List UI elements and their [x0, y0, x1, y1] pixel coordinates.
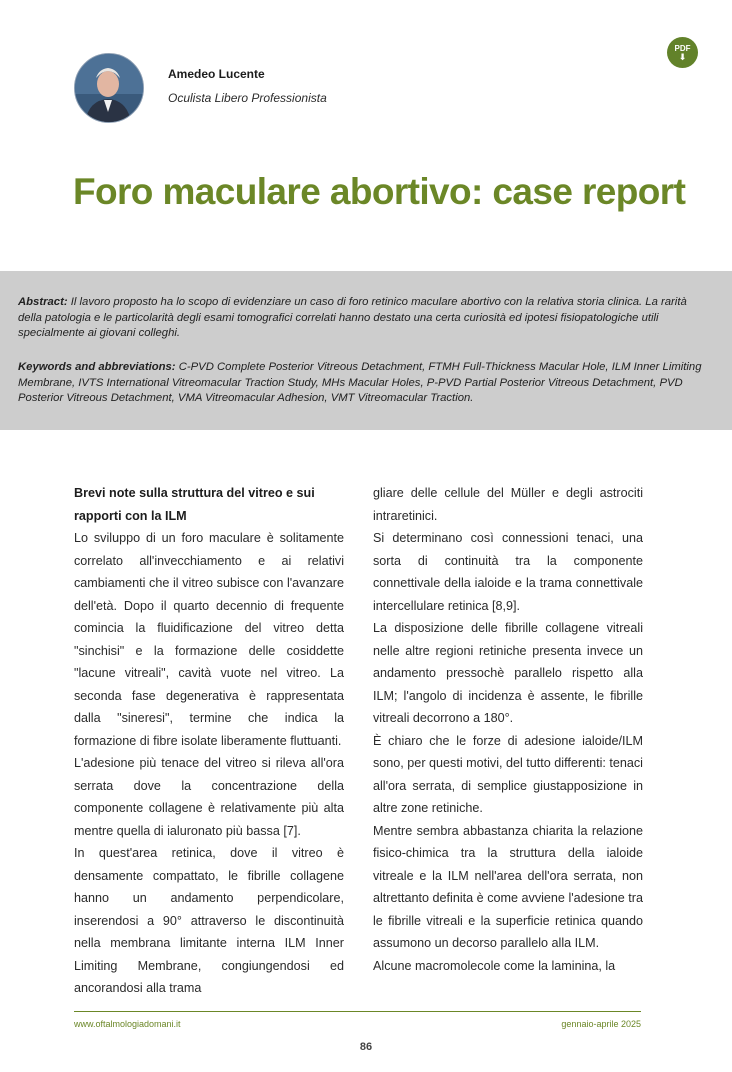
pdf-label: PDF: [674, 43, 691, 53]
body-paragraph: gliare delle cellule del Müller e degli astrociti intraretinici.: [373, 486, 643, 523]
pdf-download-button[interactable]: [667, 37, 698, 68]
body-paragraph: Si determinano così connessioni tenaci, una sorta di continuità tra la componente connettivale della ialoide e la trama connettivale intercellulare retinica [8,9].: [373, 531, 643, 613]
right-column: [373, 482, 643, 977]
body-paragraph: L'adesione più tenace del vitreo si rileva all'ora serrata dove la concentrazione della componente collagene è relativamente più alta mentre quella di ialuronato più bassa [7].: [74, 756, 344, 838]
body-paragraph: Lo sviluppo di un foro maculare è solitamente correlato all'invecchiamento e ai relativi cambiamenti che il vitreo subisce con l'avanzare dell'età. Dopo il quarto decennio di frequente comincia la fluidificazione del vitreo detta "sinchisi" e la formazione delle cosiddette "lacune vitreali", cavità vuote nel vitreo. La seconda fase degenerativa è rappresentata dalla "sineresi", termine che indica la formazione di fibre isolate liberamente fluttuanti.: [74, 531, 344, 748]
download-arrow-icon: ⬇: [678, 51, 687, 62]
page-number: 86: [359, 1041, 373, 1053]
abstract-label: Abstract:: [18, 296, 68, 308]
body-paragraph: Alcune macromolecole come la laminina, la: [373, 958, 616, 973]
keywords-label: Keywords and abbreviations:: [18, 361, 176, 373]
body-paragraph: È chiaro che le forze di adesione ialoide/ILM sono, per questi motivi, del tutto differenti: tenaci all'ora serrata, di semplice giustapposizione in altre zone retiniche.: [373, 733, 643, 815]
author-role: Oculista Libero Professionista: [168, 91, 327, 105]
issue-date: gennaio-aprile 2025: [561, 1019, 641, 1029]
abstract-paragraph: [18, 295, 708, 342]
article-title: Foro maculare abortivo: case report: [73, 171, 686, 212]
author-portrait-icon: [75, 54, 143, 122]
abstract-text: Il lavoro proposto ha lo scopo di evidenziare un caso di foro retinico maculare abortivo con la relativa storia clinica. La rarità della patologia e le particolarità degli esami tomografici correlati hanno destato una certa curiosità ed ipotesi fisiopatologiche utili specialmente ai giovani colleghi.: [18, 296, 687, 339]
section-heading: Brevi note sulla struttura del vitreo e sui rapporti con la ILM: [74, 486, 315, 523]
body-paragraph: Mentre sembra abbastanza chiarita la relazione fisico-chimica tra la struttura della ialoide vitreale e la ILM nell'area dell'ora serrata, non altrettanto definita è come avviene l'adesione tra le fibrille vitreali e la superficie retinica quando assumono un decorso parallelo alla ILM.: [373, 823, 643, 950]
journal-website-link[interactable]: www.oftalmologiadomani.it: [74, 1019, 181, 1029]
body-paragraph: La disposizione delle fibrille collagene vitreali nelle altre regioni retiniche presenta invece un andamento pressochè parallelo rispetto alla ILM; l'angolo di incidenza è assente, le fibrille vitreali decorrono a 180°.: [373, 621, 643, 725]
author-name: Amedeo Lucente: [168, 67, 265, 81]
footer-divider: [74, 1011, 641, 1012]
keywords-paragraph: [18, 360, 708, 407]
left-column: [74, 482, 344, 1000]
body-paragraph: In quest'area retinica, dove il vitreo è densamente compattato, le fibrille collagene hanno un andamento perpendicolare, inserendosi a 90° attraverso le discontinuità nella membrana limitante interna ILM Inner Limiting Membrane, congiungendosi ed ancorandosi alla trama: [74, 846, 344, 995]
author-photo: [74, 53, 144, 123]
keywords-text: C-PVD Complete Posterior Vitreous Detachment, FTMH Full-Thickness Macular Hole, ILM Inner Limiting Membrane, IVTS International Vitreomacular Traction Study, MHs Macular Holes, P-PVD Partial Posterior Vitreous Detachment, PVD Posterior Vitreous Detachment, VMA Vitreomacular Adhesion, VMT Vitreomacular Traction.: [18, 361, 702, 404]
abstract-box: [0, 271, 732, 430]
